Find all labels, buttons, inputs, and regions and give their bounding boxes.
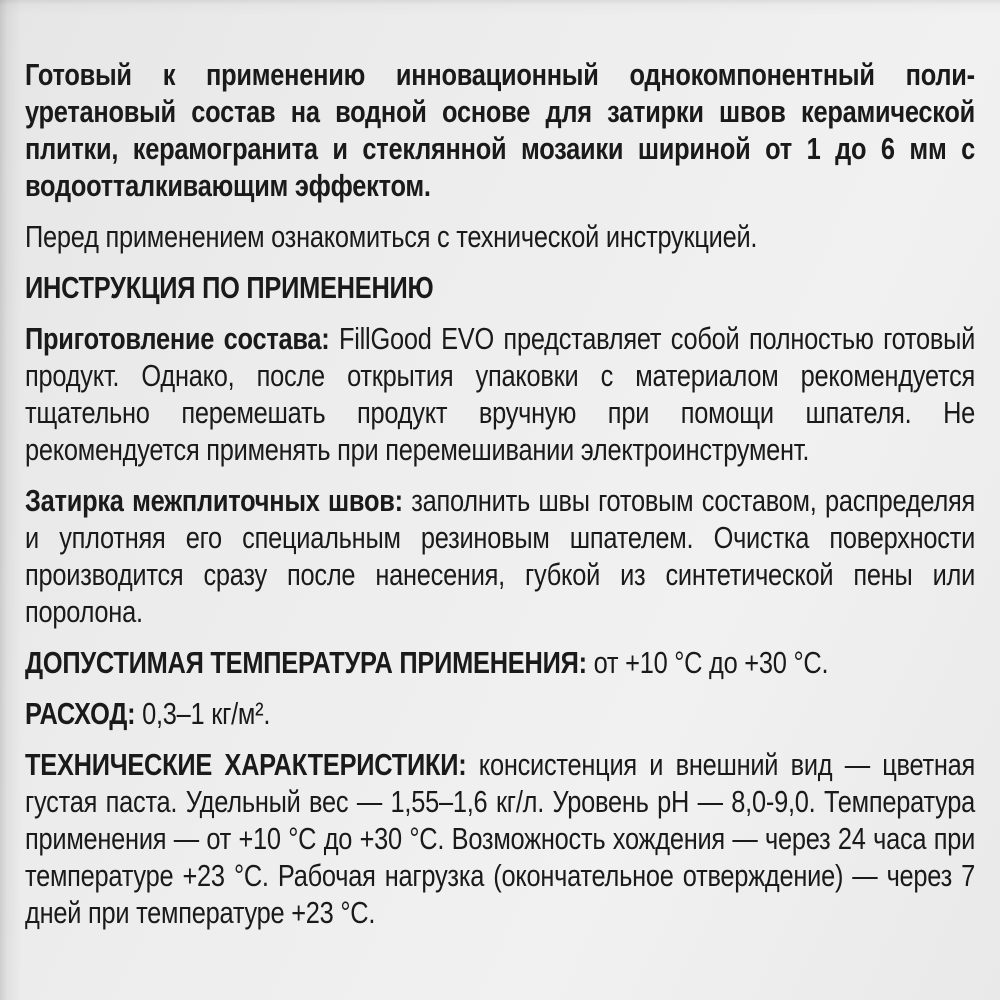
consumption-value: 0,3–1 кг/м². xyxy=(135,696,271,731)
consumption-line xyxy=(25,695,975,732)
temperature-value: от +10 °С до +30 °С. xyxy=(586,645,829,680)
grouting-text: заполнить швы готовым составом, распределяя и уплотняя его специальным резиновым шпателем. Очистка поверхности производится сразу после нанесения, губкой из синтетической пены или поролона. xyxy=(25,483,976,629)
note-paragraph: Перед применением ознакомиться с технической инструкцией. xyxy=(25,219,758,254)
temperature-lead: ДОПУСТИМАЯ ТЕМПЕРАТУРА ПРИМЕНЕНИЯ: xyxy=(25,645,587,680)
preparation-lead: Приготовление состава: xyxy=(25,321,330,356)
section-heading: ИНСТРУКЦИЯ ПО ПРИМЕНЕНИЮ xyxy=(25,270,434,305)
label-text-column xyxy=(25,56,975,931)
preparation-paragraph xyxy=(25,320,975,468)
grouting-lead: Затирка межплиточных швов: xyxy=(25,483,403,518)
consumption-lead: РАСХОД: xyxy=(25,696,136,731)
grouting-paragraph xyxy=(25,482,975,630)
preparation-text: FillGood EVO представляет собой полностью готовый продукт. Однако, после открытия упаковки с материалом рекомендуется тщательно перемешать продукт вручную при помощи шпателя. Не рекомендуется применять при перемешивании электроинструмент. xyxy=(25,321,976,467)
specs-text: консистенция и внешний вид — цветная густая паста. Удельный вес — 1,55–1,6 кг/л. Уровень pH — 8,0-9,0. Температура применения — от +10 °С до +30 °С. Возможность хождения — через 24 часа при температуре +23 °С. Рабочая нагрузка (окончательное отверждение) — через 7 дней при температуре +23 °С. xyxy=(25,747,976,930)
specs-paragraph xyxy=(25,746,975,931)
specs-lead: ТЕХНИЧЕСКИЕ ХАРАКТЕРИСТИКИ: xyxy=(25,747,467,782)
intro-paragraph: Готовый к применению инновационный однокомпонентный полиуретановый состав на водной основе для затирки швов керамической плитки, керамогранита и стеклянной мозаики шириной от 1 до 6 мм с водоотталкивающим эффектом. xyxy=(25,57,976,203)
temperature-line xyxy=(25,644,975,681)
